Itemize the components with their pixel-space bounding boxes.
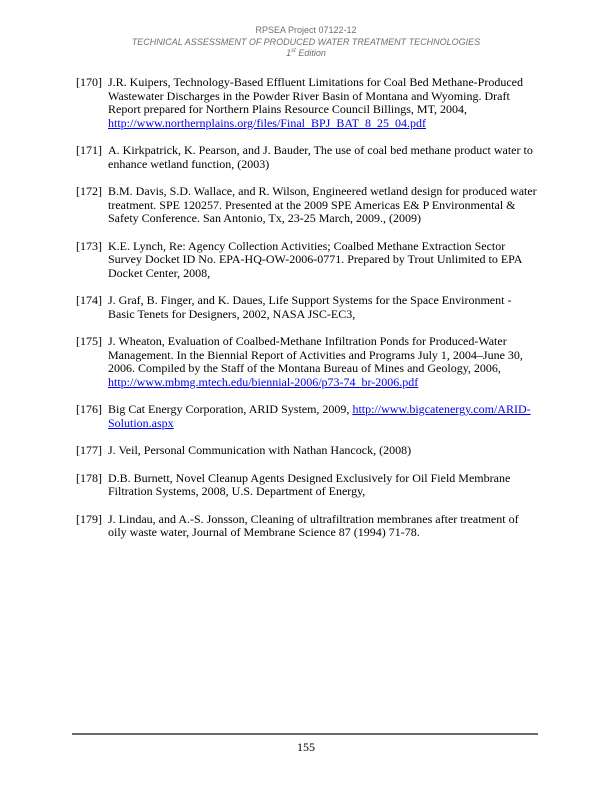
edition-ordinal-suffix: st [291,48,296,54]
reference-item [76,513,540,540]
reference-citation: K.E. Lynch, Re: Agency Collection Activities; Coalbed Methane Extraction Sector Survey Docket ID No. EPA-HQ-OW-2006-0771. Prepared by Trout Unlimited to EPA Docket Center, 2008, [108,238,522,280]
reference-text [108,144,540,171]
header-title-line: TECHNICAL ASSESSMENT OF PRODUCED WATER TREATMENT TECHNOLOGIES [131,36,481,47]
reference-citation: D.B. Burnett, Novel Cleanup Agents Designed Exclusively for Oil Field Membrane Filtration Systems, 2008, U.S. Department of Energy, [108,470,511,498]
reference-number: [178] [76,470,102,485]
reference-number: [171] [76,143,102,157]
reference-text [108,294,540,321]
edition-word: Edition [295,48,326,58]
page-number: 155 [297,740,315,754]
header-edition-line [0,48,612,60]
reference-citation: J. Lindau, and A.-S. Jonsson, Cleaning of ultrafiltration membranes after treatment of oily waste water, Journal of Membrane Science 87 (1994) 71-78. [108,511,519,539]
page-header [0,25,612,60]
header-project-line: RPSEA Project 07122-12 [255,25,357,35]
reference-citation: J. Graf, B. Finger, and K. Daues, Life Support Systems for the Space Environment - Basic Tenets for Designers, 2002, NASA JSC-EC3, [108,293,512,321]
footer-rule [72,733,538,735]
reference-number: [173] [76,238,102,253]
reference-text [108,76,540,130]
reference-item [76,144,540,171]
reference-number: [170] [76,75,102,89]
reference-text [108,513,540,540]
reference-number: [177] [76,443,102,457]
reference-number: [172] [76,184,102,198]
reference-item [76,403,540,430]
reference-item [76,185,540,226]
reference-list [76,76,540,554]
reference-item [76,294,540,321]
reference-item [76,472,540,499]
reference-text [108,240,540,281]
reference-number: [174] [76,293,102,307]
edition-number: 1 [286,48,292,58]
reference-text [108,403,540,430]
reference-item [76,76,540,130]
reference-text [108,335,540,389]
reference-item [76,444,540,458]
reference-citation: J. Wheaton, Evaluation of Coalbed-Methane Infiltration Ponds for Produced-Water Management. In the Biennial Report of Activities and Programs July 1, 2004–June 30, 2006. Compiled by the Staff of the Montana Bureau of Mines and Geology, 2006, [108,334,523,375]
reference-text [108,472,540,499]
reference-text [108,444,540,458]
reference-citation: A. Kirkpatrick, K. Pearson, and J. Bauder, The use of coal bed methane product water to enhance wetland function, (2003) [108,143,533,171]
reference-link[interactable]: http://www.mbmg.mtech.edu/biennial-2006/p73-74_br-2006.pdf [108,374,419,389]
reference-number: [175] [76,334,102,348]
reference-link[interactable]: http://www.bigcatenergy.com/ARID-Solution.aspx [108,402,531,430]
reference-number: [176] [76,402,102,416]
reference-link[interactable]: http://www.northernplains.org/files/Final_BPJ_BAT_8_25_04.pdf [108,115,426,130]
reference-item [76,335,540,389]
reference-citation: J.R. Kuipers, Technology-Based Effluent Limitations for Coal Bed Methane-Produced Wastewater Discharges in the Powder River Basin of Montana and Wyoming. Draft Report prepared for Northern Plains Resource Council Billings, MT, 2004, [108,75,523,116]
reference-citation: J. Veil, Personal Communication with Nathan Hancock, (2008) [108,443,412,457]
reference-citation: Big Cat Energy Corporation, ARID System, 2009, [108,402,353,416]
reference-item [76,240,540,281]
reference-text [108,185,540,226]
reference-citation: B.M. Davis, S.D. Wallace, and R. Wilson, Engineered wetland design for produced water treatment. SPE 120257. Presented at the 2009 SPE Americas E& P Environmental & Safety Conference. San Antonio, Tx, 23-25 March, 2009., (2009) [108,184,537,225]
reference-number: [179] [76,511,102,526]
